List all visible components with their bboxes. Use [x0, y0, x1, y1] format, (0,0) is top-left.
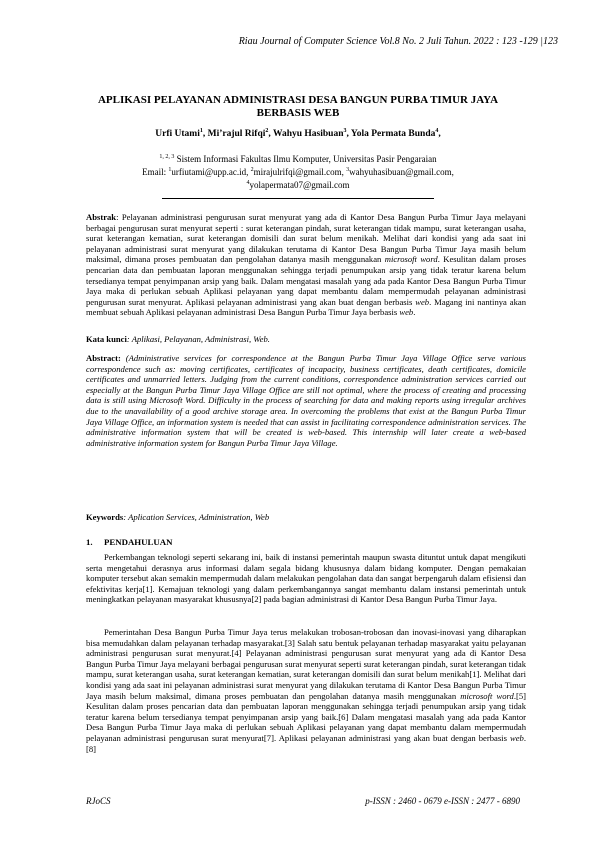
section-heading: [86, 537, 172, 547]
abstract-en-text: (Administrative services for correspondence at the Bangun Purba Timur Jaya Village Office serve various correspondence such as: moving certificates, certificates of incapacity, business certificates, death certificates, domicile certificates and unmarried letters. Judging from the current conditions, correspondence administration services carried out especially at the Bangun Purba Timur Jaya Village Office are still not optimal, where the process of creating and processing data is still using Microsoft Word. Difficulty in the process of searching for data and making reports using irregular archives due to the unavailability of a good archive storage area. In overcoming the problems that exist at the Bangun Purba Timur Jaya Village Office, an information system is needed that can assist in facilitating correspondence administration services. The administrative information system that will be created is web-based. This internship will later create a web-based administrative information system for Bangun Purba Timur Jaya Village.: [86, 353, 526, 448]
author-name: Yola Permata Bunda: [350, 129, 436, 140]
affiliation-sup: 1, 2, 3: [159, 154, 175, 160]
body-paragraph: [86, 627, 526, 754]
paragraph-emphasis: web: [510, 732, 524, 743]
abstract-emphasis: microsoft word: [384, 254, 438, 265]
paragraph-span: .[5] Kesulitan dalam proses pencarian data dan pembuatan laporan menggunakan sehingga terjadi penumpukan arsip yang tidak teratur karena belum tersedianya tempat penyimpanan arsip yang baik.[6] Dalam mengatasi masalah yang ada pada Kantor Desa Bangun Purba Timur Jaya maka di perlukan sebuah Aplikasi pelayanan yang dapat membantu dalam mempermudah pelayanan administrasi pengurusan surat menyurat[7]. Aplikasi pelayanan administrasi yang akan buat dengan berbasis: [86, 690, 526, 743]
section-number: 1.: [86, 537, 93, 547]
paragraph-span: . [8]: [86, 732, 526, 754]
abstract-emphasis: web: [415, 296, 430, 307]
footer-issn: p-ISSN : 2460 - 0679 e-ISSN : 2477 - 6890: [365, 796, 520, 806]
author-name: Wahyu Hasibuan: [273, 129, 344, 140]
section-title: PENDAHULUAN: [104, 537, 173, 547]
abstract-emphasis: web: [399, 307, 414, 318]
affiliation-text: Sistem Informasi Fakultas Ilmu Komputer, Universitas Pasir Pengaraian: [174, 154, 437, 164]
keywords-en: [86, 512, 526, 523]
email-address[interactable]: mirajulrifqi@gmail.com,: [253, 167, 347, 177]
author-sup: 1: [199, 128, 203, 134]
keywords-id: [86, 334, 526, 345]
footer-journal: RJoCS: [86, 796, 111, 806]
body-paragraph: [86, 552, 526, 605]
abstract-id: [86, 212, 526, 318]
abstract-text: . Kesulitan dalam proses pencarian data dan pembuatan laporan menggunakan sehingga terjadi penumpukan arsip yang tidak teratur karena belum tersedianya tempat penyimpanan arsip yang baik. Dalam mengatasi masalah yang ada pada Kantor Desa Bangun Purba Timur Jaya maka di perlukan sebuah Aplikasi pelayanan yang dapat membantu dalam mempermudah pelayanan administrasi pengurusan surat menyurat. Aplikasi pelayanan administrasi yang akan buat dengan berbasis: [86, 254, 526, 307]
author-name: Urfi Utami: [155, 129, 200, 140]
paragraph-span: Pemerintahan Desa Bangun Purba Timur Jaya terus melakukan trobosan-trobosan dan inovasi-inovasi yang diharapkan bisa memudahkan dalam pelayanan terhadap masyarakat.[3] Salah satu bentuk pelayanan terhadap masyarakat yaitu pelayanan administrasi pengurusan surat menyurat.[4] Pelayanan administrasi pengurusan surat menyurat yang ada di Kantor Desa Bangun Purba Timur Jaya melayani berbagai pengurusan surat menyurat seperti surat keterangan pindah, surat keterangan tidak mampu, surat keterangan usaha, surat keterangan kematian, surat keterangan domisili dan surat belum menikah[1]. Melihat dari kondisi yang ada saat ini pelayanan administrasi surat menyurat yang dilakukan terutama di Kantor Desa Bangun Purba Timur Jaya masih belum maksimal, dimana proses pembuatan dan pengolahan datanya masih menggunakan: [86, 627, 526, 701]
author-list: [60, 128, 536, 139]
keywords-text: : Aplikasi, Pelayanan, Administrasi, Web.: [126, 334, 270, 344]
author-sep: ,: [268, 129, 273, 140]
keywords-en-text: : Aplication Services, Administration, Web: [123, 512, 270, 522]
email-label: Email:: [142, 167, 169, 177]
email-address[interactable]: urfiutami@upp.ac.id,: [171, 167, 251, 177]
email-sup: 3: [346, 167, 350, 173]
running-header: Riau Journal of Computer Science Vol.8 No. 2 Juli Tahun. 2022 : 123 -129 |123: [238, 36, 558, 47]
author-sep: ,: [438, 129, 441, 140]
email-sup: 2: [250, 167, 254, 173]
email-sup: 4: [246, 180, 250, 186]
abstract-label: Abstrak: [86, 212, 117, 222]
email-line: [60, 165, 536, 178]
email-address[interactable]: wahyuhasibuan@gmail.com,: [349, 167, 454, 177]
abstract-en-label: Abstract:: [86, 353, 121, 363]
keywords-label: Kata kunci: [86, 334, 127, 344]
author-sup: 4: [435, 128, 439, 134]
paragraph-text: [86, 627, 526, 754]
keywords-en-label: Keywords: [86, 512, 124, 522]
author-sep: ,: [346, 129, 351, 140]
email-address[interactable]: yolapermata07@gmail.com: [249, 180, 350, 190]
paragraph-text: Perkembangan teknologi seperti sekarang ini, baik di instansi pemerintah maupun swasta dituntut untuk dapat mengikuti serta mengetahui derasnya arus informasi dalam segala bidang khususnya dalam bidang komputer. Dengan pemakaian komputer tersebut akan semakin mempermudah dalam melakukan pengolahan data dan sangat berpengaruh dalam efisiensi dan efektivitas kerja[1]. Kemajuan teknologi yang dalam perkembangannya sangat membantu dalam instansi pemerintah untuk meningkatkan pelayanan masyarakat khususnya[2] pada bagian administrasi di Kantor Desa Bangun Purba Timur Jaya.: [86, 552, 526, 605]
author-name: Mi’rajul Rifqi: [207, 129, 266, 140]
abstract-text: . Magang ini nantinya akan membuat sebuah Aplikasi pelayanan administrasi Desa Bangun Purba Timur Jaya berbasis: [86, 296, 526, 318]
divider-rule: [162, 198, 434, 199]
abstract-text: .: [413, 307, 416, 318]
affiliation-line: [60, 152, 536, 165]
author-sup: 3: [343, 128, 347, 134]
affiliation-block: [60, 152, 536, 191]
paper-title: APLIKASI PELAYANAN ADMINISTRASI DESA BANGUN PURBA TIMUR JAYA BERBASIS WEB: [97, 94, 499, 119]
paragraph-emphasis: microsoft word: [460, 690, 514, 701]
author-sep: ,: [202, 129, 208, 140]
abstract-en: [86, 353, 526, 448]
abstract-text: : Pelayanan administrasi pengurusan surat menyurat yang ada di Kantor Desa Bangun Purba Timur Jaya melayani berbagai pengurusan surat menyurat seperti : surat keterangan pindah, surat keterangan tidak mampu, surat keterangan usaha, surat keterangan kematian, surat keterangan domisili dan surat belum menikah. Melihat dari kondisi yang ada saat ini pelayanan administrasi surat menyurat yang dilakukan terutama di Kantor Desa Bangun Purba Timur Jaya masih belum maksimal, dimana proses pembuatan dan pengolahan datanya masih menggunakan: [86, 212, 526, 265]
email-line: [60, 178, 536, 191]
author-sup: 2: [265, 128, 269, 134]
email-sup: 1: [168, 167, 172, 173]
